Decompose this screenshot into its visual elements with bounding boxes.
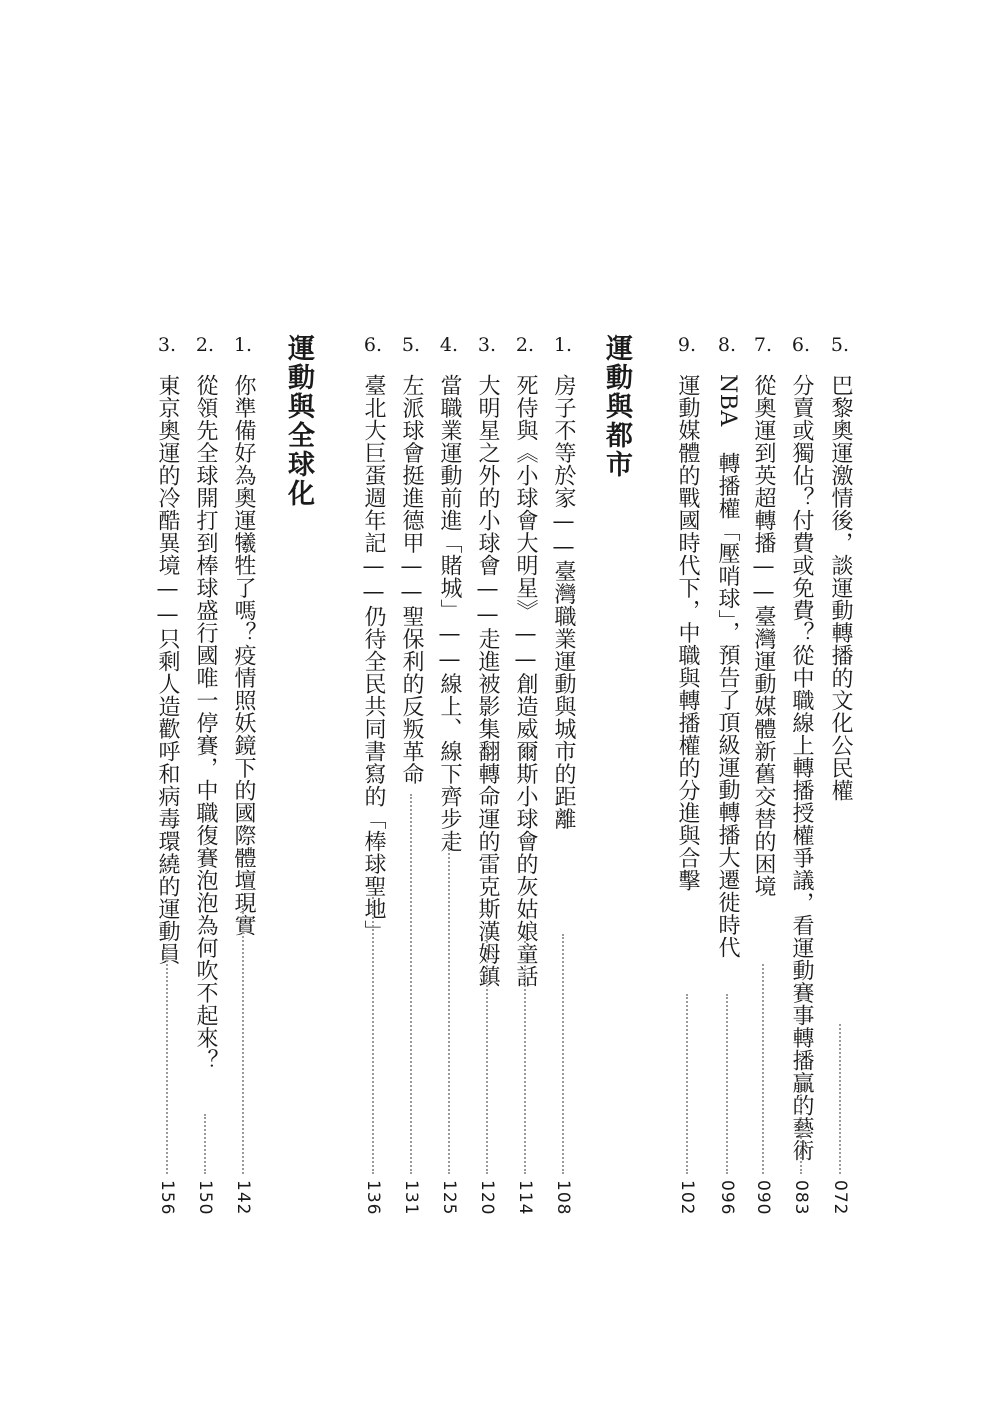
- entry-number: 2.: [515, 334, 535, 356]
- toc-entry: [670, 334, 704, 1254]
- entry-number: 5.: [830, 334, 850, 356]
- dot-leader: [839, 1024, 841, 1174]
- entry-title: 運動媒體的戰國時代下，中職與轉播權的分進與合擊: [675, 374, 700, 892]
- toc-entry: [784, 334, 818, 1254]
- page-number: 136: [363, 1180, 383, 1216]
- dot-leader: [372, 894, 374, 1174]
- entry-title: 分賣或獨佔？付費或免費？從中職線上轉播授權爭議，看運動賽事轉播贏的藝術: [789, 374, 814, 1162]
- page-number: 131: [401, 1180, 421, 1216]
- entry-title: 你準備好為奧運犧牲了嗎？疫情照妖鏡下的國際體壇現實: [231, 374, 256, 937]
- entry-number: 9.: [677, 334, 697, 356]
- entry-number: 2.: [195, 334, 215, 356]
- entry-number: 3.: [477, 334, 497, 356]
- page-number: 125: [439, 1180, 459, 1216]
- dot-leader: [562, 934, 564, 1174]
- page-number: 096: [717, 1180, 737, 1216]
- toc-entry: [356, 334, 390, 1254]
- dot-leader: [800, 1094, 802, 1174]
- dot-leader: [686, 994, 688, 1174]
- entry-number: 1.: [553, 334, 573, 356]
- toc-entry: [188, 334, 222, 1254]
- page-number: 090: [753, 1180, 773, 1216]
- entry-title: [710, 374, 744, 959]
- entry-number: 5.: [401, 334, 421, 356]
- entry-title: 死侍與《小球會大明星》——創造威爾斯小球會的灰姑娘童話: [513, 374, 538, 988]
- entry-title: 房子不等於家——臺灣職業運動與城市的距離: [551, 374, 576, 830]
- entry-title: 從領先全球開打到棒球盛行國唯一停賽，中職復賽泡泡為何吹不起來？: [193, 374, 218, 1072]
- section-heading: 運動與都市: [601, 334, 632, 479]
- page-number: 072: [830, 1180, 850, 1216]
- entry-title-text: 轉播權「壓哨球」，預告了頂級運動轉播大遷徙時代: [715, 426, 740, 959]
- page-number: 108: [553, 1180, 573, 1216]
- entry-number: 6.: [363, 334, 383, 356]
- page-number: 083: [791, 1180, 811, 1216]
- page-number: 142: [233, 1180, 253, 1216]
- entry-title-prefix: NBA: [715, 374, 740, 427]
- dot-leader: [762, 964, 764, 1174]
- dot-leader: [242, 904, 244, 1174]
- toc-entry: [823, 334, 857, 1254]
- dot-leader: [524, 934, 526, 1174]
- entry-number: 8.: [717, 334, 737, 356]
- dot-leader: [410, 794, 412, 1174]
- entry-title: 從奧運到英超轉播——臺灣運動媒體新舊交替的困境: [751, 374, 776, 898]
- entry-number: 1.: [233, 334, 253, 356]
- toc-entry: [432, 334, 466, 1254]
- toc-entry: [746, 334, 780, 1254]
- dot-leader: [166, 944, 168, 1174]
- page-number: 156: [157, 1180, 177, 1216]
- toc-entry: [226, 334, 260, 1254]
- page-number: 114: [515, 1180, 535, 1216]
- toc-entry: [394, 334, 428, 1254]
- section-heading: 運動與全球化: [283, 334, 314, 508]
- entry-title: 巴黎奧運激情後，談運動轉播的文化公民權: [828, 374, 853, 802]
- entry-title: 左派球會挺進德甲——聖保利的反叛革命: [399, 374, 424, 785]
- entry-title: 臺北大巨蛋週年記——仍待全民共同書寫的「棒球聖地」: [361, 374, 386, 943]
- toc-entry: [150, 334, 184, 1254]
- dot-leader: [726, 994, 728, 1174]
- page-number: 120: [477, 1180, 497, 1216]
- dot-leader: [448, 834, 450, 1174]
- dot-leader: [486, 934, 488, 1174]
- entry-number: 6.: [791, 334, 811, 356]
- entry-title: 東京奧運的冷酷異境——只剩人造歡呼和病毒環繞的運動員: [155, 374, 180, 965]
- entry-number: 3.: [157, 334, 177, 356]
- toc-entry: [546, 334, 580, 1254]
- toc-entry: [710, 334, 744, 1254]
- toc-entry: [470, 334, 504, 1254]
- entry-title: 當職業運動前進「賭城」——線上、線下齊步走: [437, 374, 462, 853]
- entry-number: 4.: [439, 334, 459, 356]
- dot-leader: [204, 1114, 206, 1174]
- entry-number: 7.: [753, 334, 773, 356]
- entry-title: 大明星之外的小球會——走進被影集翻轉命運的雷克斯漢姆鎮: [475, 374, 500, 988]
- toc-entry: [508, 334, 542, 1254]
- page-number: 150: [195, 1180, 215, 1216]
- page-number: 102: [677, 1180, 697, 1216]
